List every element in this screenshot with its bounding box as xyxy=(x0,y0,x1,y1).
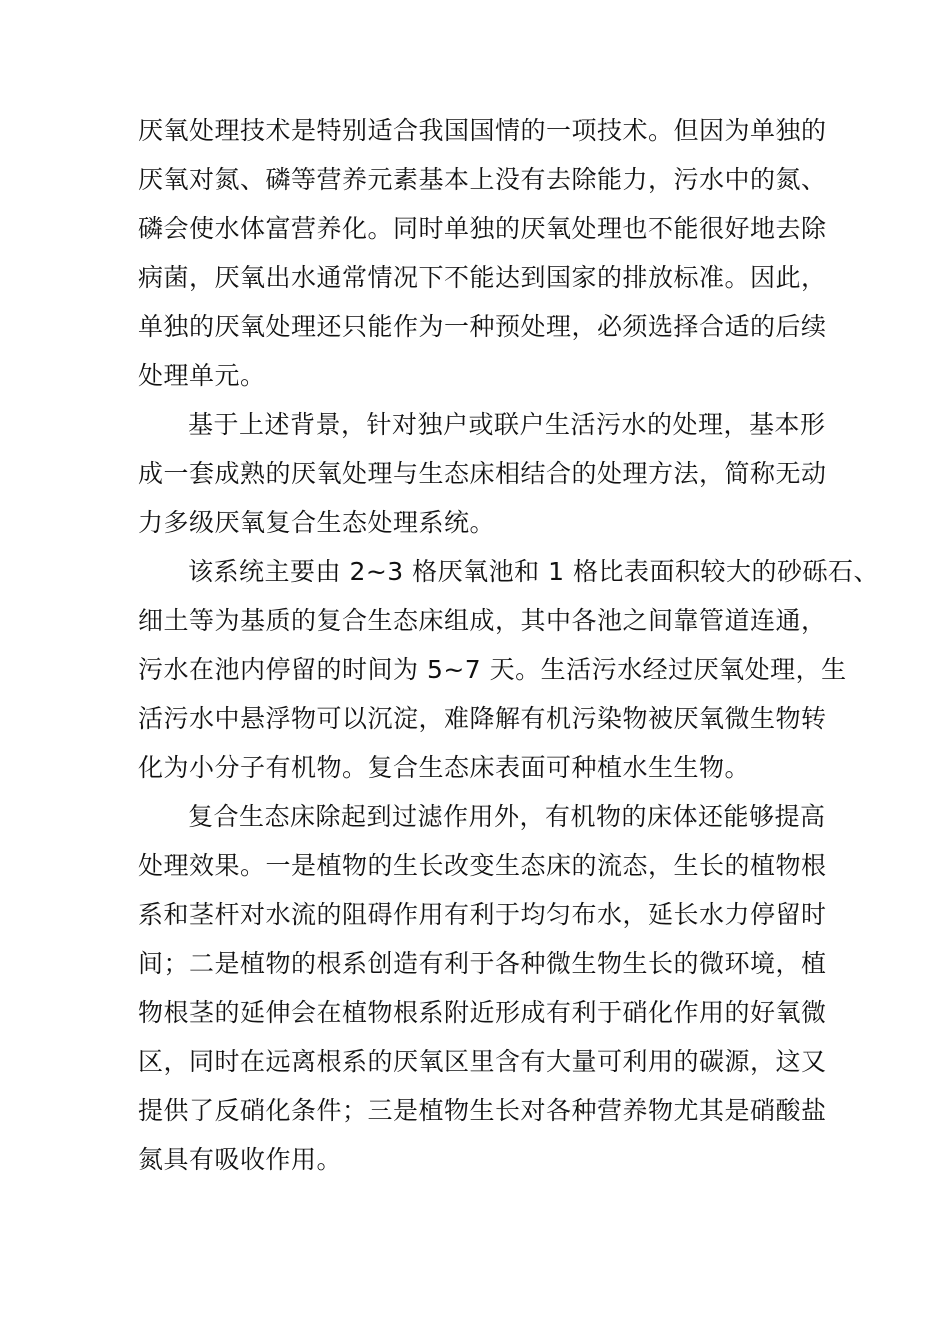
paragraph-line: 病菌，厌氧出水通常情况下不能达到国家的排放标准。因此， xyxy=(138,263,827,292)
paragraph-line: 氮具有吸收作用。 xyxy=(138,1145,343,1174)
paragraph-line: 区，同时在远离根系的厌氧区里含有大量可利用的碳源，这又 xyxy=(138,1047,827,1076)
paragraph-line: 提供了反硝化条件；三是植物生长对各种营养物尤其是硝酸盐 xyxy=(138,1096,827,1125)
paragraph-line: 复合生态床除起到过滤作用外，有机物的床体还能够提高 xyxy=(188,802,826,831)
paragraph-line: 处理效果。一是植物的生长改变生态床的流态，生长的植物根 xyxy=(138,851,827,880)
paragraph-line: 基于上述背景，针对独户或联户生活污水的处理，基本形 xyxy=(188,410,826,439)
paragraph-line: 细土等为基质的复合生态床组成，其中各池之间靠管道连通， xyxy=(138,606,827,635)
body-text xyxy=(138,106,879,1184)
paragraph-4 xyxy=(138,792,827,1184)
paragraph-line: 活污水中悬浮物可以沉淀，难降解有机污染物被厌氧微生物转 xyxy=(138,704,827,733)
paragraph-line: 厌氧处理技术是特别适合我国国情的一项技术。但因为单独的 xyxy=(138,116,827,145)
paragraph-line: 系和茎杆对水流的阻碍作用有利于均匀布水，延长水力停留时 xyxy=(138,900,827,929)
paragraph-line: 成一套成熟的厌氧处理与生态床相结合的处理方法，简称无动 xyxy=(138,459,827,488)
paragraph-3 xyxy=(138,547,879,792)
paragraph-line: 物根茎的延伸会在植物根系附近形成有利于硝化作用的好氧微 xyxy=(138,998,827,1027)
paragraph-line: 力多级厌氧复合生态处理系统。 xyxy=(138,508,496,537)
paragraph-line: 单独的厌氧处理还只能作为一种预处理，必须选择合适的后续 xyxy=(138,312,827,341)
paragraph-line: 该系统主要由 2~3 格厌氧池和 1 格比表面积较大的砂砾石、 xyxy=(188,557,879,586)
paragraph-line: 间；二是植物的根系创造有利于各种微生物生长的微环境，植 xyxy=(138,949,827,978)
paragraph-2 xyxy=(138,400,827,547)
paragraph-line: 污水在池内停留的时间为 5~7 天。生活污水经过厌氧处理，生 xyxy=(138,655,847,684)
paragraph-line: 厌氧对氮、磷等营养元素基本上没有去除能力，污水中的氮、 xyxy=(138,165,827,194)
paragraph-line: 磷会使水体富营养化。同时单独的厌氧处理也不能很好地去除 xyxy=(138,214,827,243)
paragraph-line: 处理单元。 xyxy=(138,361,266,390)
paragraph-1 xyxy=(138,106,827,400)
paragraph-line: 化为小分子有机物。复合生态床表面可种植水生生物。 xyxy=(138,753,751,782)
